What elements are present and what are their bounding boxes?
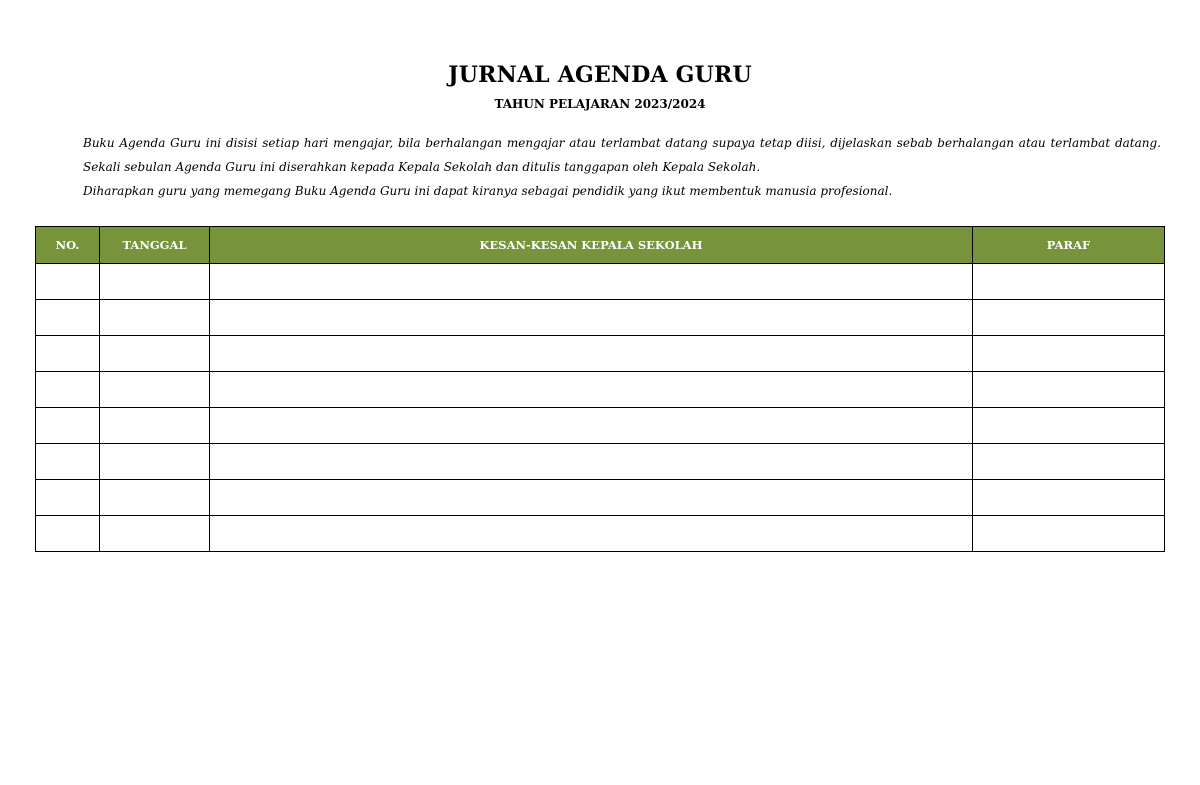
- no-cell: [36, 336, 100, 372]
- no-cell: [36, 444, 100, 480]
- column-header-no: NO.: [36, 227, 100, 264]
- page-title: JURNAL AGENDA GURU: [448, 62, 752, 88]
- page-subtitle: TAHUN PELAJARAN 2023/2024: [494, 97, 706, 111]
- table-header-row: [36, 227, 1165, 264]
- paraf-cell: [973, 336, 1165, 372]
- tanggal-cell: [100, 372, 210, 408]
- paraf-cell: [973, 372, 1165, 408]
- no-cell: [36, 408, 100, 444]
- intro-paragraph-2: Diharapkan guru yang memegang Buku Agenda Guru ini dapat kiranya sebagai pendidik yang ikut membentuk manusia profesional.: [83, 184, 893, 198]
- kesan-cell: [210, 300, 973, 336]
- kesan-cell: [210, 444, 973, 480]
- no-cell: [36, 264, 100, 300]
- paraf-cell: [973, 408, 1165, 444]
- table-row: [36, 336, 1165, 372]
- table-row: [36, 480, 1165, 516]
- no-cell: [36, 516, 100, 552]
- column-header-kesan: KESAN-KESAN KEPALA SEKOLAH: [210, 227, 973, 264]
- table-row: [36, 300, 1165, 336]
- journal-table: [35, 226, 1165, 552]
- kesan-cell: [210, 408, 973, 444]
- tanggal-cell: [100, 336, 210, 372]
- intro-text: [83, 131, 1161, 203]
- no-cell: [36, 480, 100, 516]
- table-row: [36, 444, 1165, 480]
- table-row: [36, 408, 1165, 444]
- paraf-cell: [973, 516, 1165, 552]
- tanggal-cell: [100, 480, 210, 516]
- kesan-cell: [210, 372, 973, 408]
- column-header-paraf: PARAF: [973, 227, 1165, 264]
- intro-paragraph-1: Buku Agenda Guru ini disisi setiap hari mengajar, bila berhalangan mengajar atau terlambat datang supaya tetap diisi, dijelaskan sebab berhalangan atau terlambat datang. Sekali sebulan Agenda Guru ini diserahkan kepada Kepala Sekolah dan ditulis tanggapan oleh Kepala Sekolah.: [83, 136, 1161, 174]
- paraf-cell: [973, 264, 1165, 300]
- column-header-tanggal: TANGGAL: [100, 227, 210, 264]
- tanggal-cell: [100, 516, 210, 552]
- no-cell: [36, 372, 100, 408]
- table-row: [36, 516, 1165, 552]
- tanggal-cell: [100, 408, 210, 444]
- paraf-cell: [973, 300, 1165, 336]
- tanggal-cell: [100, 444, 210, 480]
- table-row: [36, 264, 1165, 300]
- table-row: [36, 372, 1165, 408]
- table-body: [36, 264, 1165, 552]
- kesan-cell: [210, 336, 973, 372]
- tanggal-cell: [100, 300, 210, 336]
- kesan-cell: [210, 516, 973, 552]
- kesan-cell: [210, 264, 973, 300]
- no-cell: [36, 300, 100, 336]
- paraf-cell: [973, 444, 1165, 480]
- paraf-cell: [973, 480, 1165, 516]
- kesan-cell: [210, 480, 973, 516]
- tanggal-cell: [100, 264, 210, 300]
